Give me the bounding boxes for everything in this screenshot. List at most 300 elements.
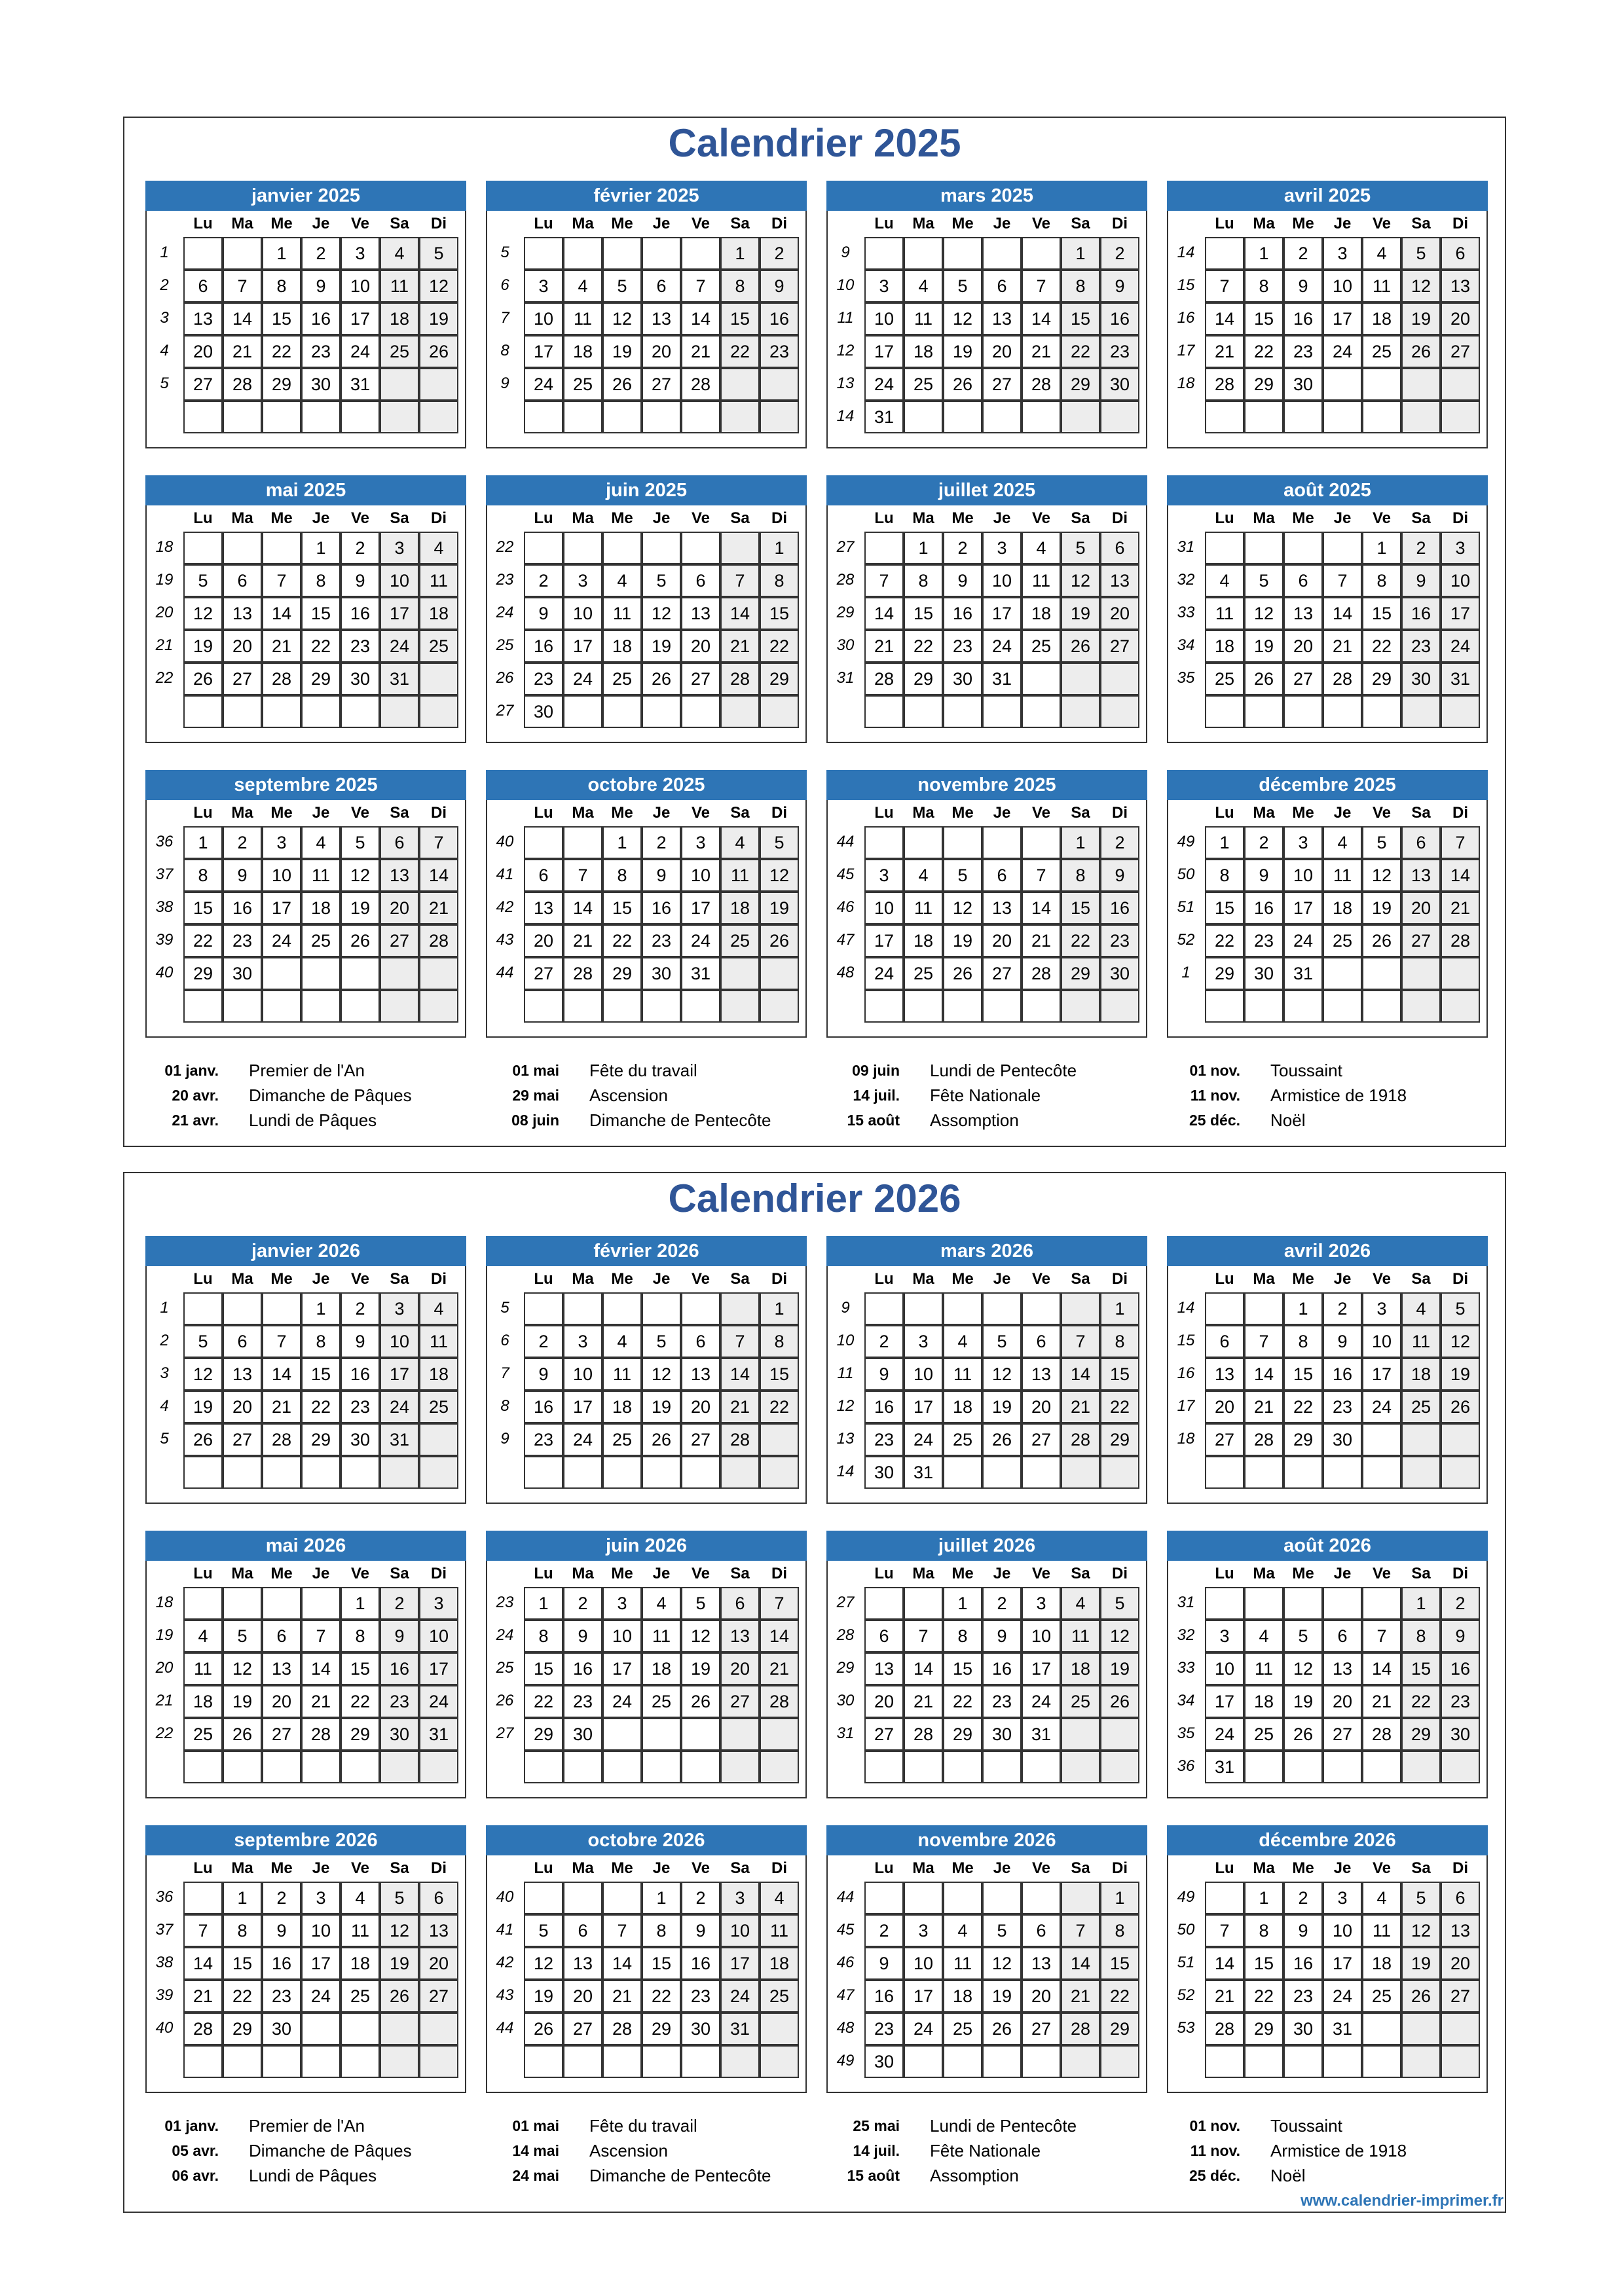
day-cell[interactable]: 20 [1323, 1685, 1362, 1718]
day-cell[interactable]: 31 [1441, 663, 1480, 695]
day-cell[interactable] [341, 695, 380, 728]
day-cell[interactable]: 13 [223, 1358, 262, 1391]
day-cell[interactable]: 11 [904, 892, 943, 924]
day-cell[interactable]: 8 [1244, 270, 1283, 302]
day-cell[interactable]: 2 [341, 532, 380, 564]
day-cell[interactable]: 15 [760, 597, 799, 630]
day-cell[interactable]: 1 [301, 532, 341, 564]
day-cell[interactable]: 12 [380, 1914, 419, 1947]
day-cell[interactable] [1022, 1882, 1061, 1914]
day-cell[interactable] [904, 1751, 943, 1783]
day-cell[interactable] [1323, 1751, 1362, 1783]
day-cell[interactable] [262, 1456, 301, 1489]
day-cell[interactable]: 24 [1323, 335, 1362, 368]
day-cell[interactable]: 30 [864, 1456, 904, 1489]
day-cell[interactable]: 12 [1061, 564, 1100, 597]
day-cell[interactable] [1244, 2045, 1283, 2078]
day-cell[interactable]: 18 [419, 1358, 458, 1391]
day-cell[interactable]: 8 [1362, 564, 1401, 597]
day-cell[interactable]: 2 [642, 826, 681, 859]
day-cell[interactable]: 28 [1205, 368, 1244, 401]
day-cell[interactable] [602, 2045, 642, 2078]
day-cell[interactable] [524, 990, 563, 1023]
day-cell[interactable] [301, 695, 341, 728]
day-cell[interactable]: 6 [563, 1914, 602, 1947]
day-cell[interactable]: 19 [183, 1391, 223, 1423]
day-cell[interactable]: 29 [760, 663, 799, 695]
day-cell[interactable] [1061, 1882, 1100, 1914]
day-cell[interactable]: 28 [183, 2013, 223, 2045]
day-cell[interactable]: 2 [341, 1292, 380, 1325]
day-cell[interactable]: 13 [262, 1652, 301, 1685]
day-cell[interactable] [341, 990, 380, 1023]
day-cell[interactable]: 30 [982, 1718, 1022, 1751]
day-cell[interactable]: 8 [760, 1325, 799, 1358]
day-cell[interactable]: 24 [864, 368, 904, 401]
day-cell[interactable]: 6 [1022, 1325, 1061, 1358]
day-cell[interactable]: 24 [681, 924, 720, 957]
day-cell[interactable]: 8 [301, 1325, 341, 1358]
day-cell[interactable]: 1 [1205, 826, 1244, 859]
day-cell[interactable] [380, 695, 419, 728]
day-cell[interactable]: 16 [301, 302, 341, 335]
day-cell[interactable]: 21 [602, 1980, 642, 2013]
day-cell[interactable]: 16 [1283, 302, 1323, 335]
day-cell[interactable]: 18 [904, 335, 943, 368]
day-cell[interactable]: 18 [183, 1685, 223, 1718]
day-cell[interactable]: 16 [524, 630, 563, 663]
day-cell[interactable] [419, 695, 458, 728]
day-cell[interactable] [681, 1718, 720, 1751]
day-cell[interactable]: 19 [1441, 1358, 1480, 1391]
day-cell[interactable] [1283, 2045, 1323, 2078]
day-cell[interactable]: 25 [1362, 1980, 1401, 2013]
day-cell[interactable]: 24 [1022, 1685, 1061, 1718]
day-cell[interactable]: 14 [1244, 1358, 1283, 1391]
day-cell[interactable] [223, 990, 262, 1023]
day-cell[interactable]: 13 [524, 892, 563, 924]
day-cell[interactable]: 30 [1401, 663, 1441, 695]
day-cell[interactable]: 11 [1401, 1325, 1441, 1358]
day-cell[interactable]: 1 [223, 1882, 262, 1914]
day-cell[interactable]: 29 [301, 663, 341, 695]
day-cell[interactable]: 10 [1323, 1914, 1362, 1947]
day-cell[interactable] [563, 695, 602, 728]
day-cell[interactable] [262, 695, 301, 728]
day-cell[interactable] [1362, 2045, 1401, 2078]
day-cell[interactable]: 9 [1283, 1914, 1323, 1947]
day-cell[interactable]: 8 [1244, 1914, 1283, 1947]
day-cell[interactable] [720, 1456, 760, 1489]
day-cell[interactable]: 5 [642, 564, 681, 597]
day-cell[interactable]: 16 [681, 1947, 720, 1980]
day-cell[interactable]: 6 [1441, 237, 1480, 270]
day-cell[interactable]: 31 [380, 1423, 419, 1456]
day-cell[interactable]: 9 [1283, 270, 1323, 302]
day-cell[interactable]: 14 [262, 597, 301, 630]
day-cell[interactable] [262, 957, 301, 990]
day-cell[interactable] [1362, 1423, 1401, 1456]
day-cell[interactable]: 20 [982, 924, 1022, 957]
day-cell[interactable]: 27 [982, 957, 1022, 990]
day-cell[interactable] [563, 532, 602, 564]
day-cell[interactable] [1061, 695, 1100, 728]
day-cell[interactable]: 19 [341, 892, 380, 924]
day-cell[interactable]: 19 [1244, 630, 1283, 663]
day-cell[interactable] [262, 1751, 301, 1783]
day-cell[interactable]: 30 [642, 957, 681, 990]
day-cell[interactable] [419, 663, 458, 695]
day-cell[interactable]: 18 [563, 335, 602, 368]
day-cell[interactable] [1283, 990, 1323, 1023]
day-cell[interactable] [1401, 1456, 1441, 1489]
day-cell[interactable] [1100, 401, 1139, 433]
day-cell[interactable] [301, 990, 341, 1023]
day-cell[interactable]: 8 [301, 564, 341, 597]
day-cell[interactable]: 25 [943, 2013, 982, 2045]
day-cell[interactable]: 23 [864, 1423, 904, 1456]
day-cell[interactable]: 1 [262, 237, 301, 270]
day-cell[interactable]: 7 [1205, 270, 1244, 302]
day-cell[interactable]: 3 [864, 859, 904, 892]
day-cell[interactable]: 12 [1362, 859, 1401, 892]
day-cell[interactable] [1323, 1456, 1362, 1489]
day-cell[interactable] [864, 1292, 904, 1325]
day-cell[interactable] [642, 237, 681, 270]
day-cell[interactable]: 5 [341, 826, 380, 859]
day-cell[interactable] [1323, 695, 1362, 728]
day-cell[interactable]: 4 [419, 532, 458, 564]
day-cell[interactable]: 6 [982, 270, 1022, 302]
day-cell[interactable]: 12 [642, 597, 681, 630]
day-cell[interactable]: 18 [602, 1391, 642, 1423]
day-cell[interactable]: 9 [380, 1620, 419, 1652]
day-cell[interactable]: 26 [1401, 1980, 1441, 2013]
day-cell[interactable]: 7 [223, 270, 262, 302]
day-cell[interactable] [419, 2013, 458, 2045]
day-cell[interactable]: 26 [341, 924, 380, 957]
day-cell[interactable]: 4 [943, 1325, 982, 1358]
day-cell[interactable]: 9 [642, 859, 681, 892]
day-cell[interactable]: 1 [1100, 1882, 1139, 1914]
day-cell[interactable]: 24 [1362, 1391, 1401, 1423]
day-cell[interactable]: 30 [1323, 1423, 1362, 1456]
day-cell[interactable]: 22 [524, 1685, 563, 1718]
day-cell[interactable]: 15 [904, 597, 943, 630]
day-cell[interactable]: 4 [183, 1620, 223, 1652]
day-cell[interactable] [982, 401, 1022, 433]
day-cell[interactable]: 21 [904, 1685, 943, 1718]
day-cell[interactable] [301, 1751, 341, 1783]
day-cell[interactable]: 1 [183, 826, 223, 859]
day-cell[interactable] [524, 826, 563, 859]
day-cell[interactable] [183, 532, 223, 564]
day-cell[interactable]: 17 [563, 1391, 602, 1423]
day-cell[interactable]: 11 [563, 302, 602, 335]
day-cell[interactable] [1022, 237, 1061, 270]
day-cell[interactable]: 23 [524, 663, 563, 695]
day-cell[interactable]: 15 [1244, 302, 1283, 335]
day-cell[interactable]: 28 [864, 663, 904, 695]
day-cell[interactable]: 25 [563, 368, 602, 401]
day-cell[interactable] [223, 532, 262, 564]
day-cell[interactable] [1205, 1882, 1244, 1914]
day-cell[interactable]: 13 [1441, 270, 1480, 302]
day-cell[interactable]: 8 [1100, 1914, 1139, 1947]
day-cell[interactable]: 20 [223, 630, 262, 663]
day-cell[interactable]: 27 [1022, 1423, 1061, 1456]
day-cell[interactable] [1401, 2045, 1441, 2078]
day-cell[interactable] [1205, 1292, 1244, 1325]
day-cell[interactable]: 28 [419, 924, 458, 957]
day-cell[interactable]: 22 [183, 924, 223, 957]
day-cell[interactable]: 19 [1362, 892, 1401, 924]
day-cell[interactable]: 25 [1362, 335, 1401, 368]
day-cell[interactable]: 2 [524, 1325, 563, 1358]
day-cell[interactable]: 19 [642, 1391, 681, 1423]
day-cell[interactable] [943, 1751, 982, 1783]
day-cell[interactable]: 15 [1100, 1358, 1139, 1391]
day-cell[interactable] [1061, 1456, 1100, 1489]
day-cell[interactable]: 25 [1323, 924, 1362, 957]
day-cell[interactable]: 15 [943, 1652, 982, 1685]
day-cell[interactable] [1244, 1587, 1283, 1620]
day-cell[interactable]: 18 [1362, 1947, 1401, 1980]
day-cell[interactable] [760, 1456, 799, 1489]
day-cell[interactable]: 1 [1244, 237, 1283, 270]
day-cell[interactable]: 3 [262, 826, 301, 859]
day-cell[interactable]: 3 [904, 1325, 943, 1358]
day-cell[interactable]: 7 [1362, 1620, 1401, 1652]
day-cell[interactable]: 25 [183, 1718, 223, 1751]
day-cell[interactable]: 20 [1401, 892, 1441, 924]
day-cell[interactable]: 26 [380, 1980, 419, 2013]
day-cell[interactable]: 17 [1022, 1652, 1061, 1685]
day-cell[interactable]: 14 [720, 597, 760, 630]
day-cell[interactable]: 19 [943, 335, 982, 368]
day-cell[interactable]: 11 [642, 1620, 681, 1652]
day-cell[interactable] [1323, 401, 1362, 433]
day-cell[interactable]: 24 [380, 1391, 419, 1423]
day-cell[interactable] [864, 826, 904, 859]
day-cell[interactable] [720, 990, 760, 1023]
day-cell[interactable]: 18 [1244, 1685, 1283, 1718]
day-cell[interactable]: 27 [223, 663, 262, 695]
day-cell[interactable]: 17 [301, 1947, 341, 1980]
day-cell[interactable]: 29 [602, 957, 642, 990]
day-cell[interactable]: 7 [1022, 859, 1061, 892]
day-cell[interactable]: 22 [1061, 924, 1100, 957]
day-cell[interactable] [563, 1456, 602, 1489]
day-cell[interactable] [1441, 401, 1480, 433]
day-cell[interactable] [864, 532, 904, 564]
day-cell[interactable]: 29 [1362, 663, 1401, 695]
day-cell[interactable]: 23 [864, 2013, 904, 2045]
day-cell[interactable] [642, 2045, 681, 2078]
day-cell[interactable]: 19 [380, 1947, 419, 1980]
day-cell[interactable]: 27 [563, 2013, 602, 2045]
day-cell[interactable]: 29 [341, 1718, 380, 1751]
day-cell[interactable]: 20 [1205, 1391, 1244, 1423]
day-cell[interactable]: 10 [681, 859, 720, 892]
day-cell[interactable] [563, 237, 602, 270]
day-cell[interactable] [183, 1882, 223, 1914]
day-cell[interactable] [943, 990, 982, 1023]
day-cell[interactable]: 24 [720, 1980, 760, 2013]
day-cell[interactable]: 8 [642, 1914, 681, 1947]
day-cell[interactable]: 9 [524, 597, 563, 630]
day-cell[interactable]: 19 [681, 1652, 720, 1685]
day-cell[interactable] [419, 957, 458, 990]
day-cell[interactable] [524, 1292, 563, 1325]
day-cell[interactable]: 9 [864, 1947, 904, 1980]
day-cell[interactable] [1441, 2045, 1480, 2078]
day-cell[interactable]: 31 [1323, 2013, 1362, 2045]
day-cell[interactable]: 8 [904, 564, 943, 597]
day-cell[interactable] [602, 401, 642, 433]
day-cell[interactable] [419, 1423, 458, 1456]
day-cell[interactable]: 7 [1061, 1325, 1100, 1358]
day-cell[interactable]: 22 [301, 630, 341, 663]
day-cell[interactable]: 24 [301, 1980, 341, 2013]
day-cell[interactable]: 26 [760, 924, 799, 957]
day-cell[interactable]: 15 [301, 597, 341, 630]
day-cell[interactable]: 4 [1061, 1587, 1100, 1620]
day-cell[interactable] [982, 826, 1022, 859]
day-cell[interactable] [1244, 695, 1283, 728]
day-cell[interactable]: 19 [1100, 1652, 1139, 1685]
day-cell[interactable]: 29 [183, 957, 223, 990]
day-cell[interactable]: 28 [1441, 924, 1480, 957]
day-cell[interactable]: 25 [1244, 1718, 1283, 1751]
day-cell[interactable]: 2 [1401, 532, 1441, 564]
day-cell[interactable] [1362, 1587, 1401, 1620]
day-cell[interactable]: 20 [563, 1980, 602, 2013]
day-cell[interactable]: 15 [720, 302, 760, 335]
day-cell[interactable]: 16 [1323, 1358, 1362, 1391]
day-cell[interactable]: 10 [1441, 564, 1480, 597]
day-cell[interactable] [1100, 1751, 1139, 1783]
day-cell[interactable]: 1 [1362, 532, 1401, 564]
day-cell[interactable] [1205, 990, 1244, 1023]
day-cell[interactable] [563, 1751, 602, 1783]
day-cell[interactable] [982, 1456, 1022, 1489]
day-cell[interactable] [1022, 1751, 1061, 1783]
day-cell[interactable]: 3 [524, 270, 563, 302]
day-cell[interactable]: 11 [1022, 564, 1061, 597]
day-cell[interactable]: 9 [681, 1914, 720, 1947]
day-cell[interactable]: 26 [1362, 924, 1401, 957]
day-cell[interactable]: 20 [262, 1685, 301, 1718]
day-cell[interactable]: 30 [1100, 957, 1139, 990]
day-cell[interactable]: 16 [943, 597, 982, 630]
day-cell[interactable]: 14 [563, 892, 602, 924]
day-cell[interactable]: 25 [419, 1391, 458, 1423]
day-cell[interactable]: 5 [681, 1587, 720, 1620]
day-cell[interactable]: 27 [1441, 1980, 1480, 2013]
day-cell[interactable] [301, 2013, 341, 2045]
day-cell[interactable]: 5 [1401, 1882, 1441, 1914]
day-cell[interactable]: 14 [602, 1947, 642, 1980]
day-cell[interactable]: 3 [602, 1587, 642, 1620]
website-link[interactable]: www.calendrier-imprimer.fr [1301, 2192, 1504, 2210]
day-cell[interactable] [864, 695, 904, 728]
day-cell[interactable] [720, 1292, 760, 1325]
day-cell[interactable]: 14 [301, 1652, 341, 1685]
day-cell[interactable]: 4 [301, 826, 341, 859]
day-cell[interactable]: 17 [1362, 1358, 1401, 1391]
day-cell[interactable] [982, 2045, 1022, 2078]
day-cell[interactable] [1441, 2013, 1480, 2045]
day-cell[interactable]: 17 [602, 1652, 642, 1685]
day-cell[interactable]: 2 [1441, 1587, 1480, 1620]
day-cell[interactable]: 5 [183, 564, 223, 597]
day-cell[interactable]: 9 [563, 1620, 602, 1652]
day-cell[interactable]: 26 [943, 368, 982, 401]
day-cell[interactable]: 11 [380, 270, 419, 302]
day-cell[interactable]: 13 [642, 302, 681, 335]
day-cell[interactable]: 10 [1362, 1325, 1401, 1358]
day-cell[interactable]: 16 [563, 1652, 602, 1685]
day-cell[interactable]: 28 [904, 1718, 943, 1751]
day-cell[interactable] [602, 1751, 642, 1783]
day-cell[interactable]: 13 [1283, 597, 1323, 630]
day-cell[interactable]: 10 [341, 270, 380, 302]
day-cell[interactable]: 23 [1323, 1391, 1362, 1423]
day-cell[interactable] [223, 1456, 262, 1489]
day-cell[interactable] [904, 2045, 943, 2078]
day-cell[interactable]: 6 [1441, 1882, 1480, 1914]
day-cell[interactable] [760, 2013, 799, 2045]
day-cell[interactable]: 1 [904, 532, 943, 564]
day-cell[interactable]: 4 [1401, 1292, 1441, 1325]
day-cell[interactable] [1100, 663, 1139, 695]
day-cell[interactable] [1323, 532, 1362, 564]
day-cell[interactable] [183, 1292, 223, 1325]
day-cell[interactable]: 14 [720, 1358, 760, 1391]
day-cell[interactable]: 15 [1401, 1652, 1441, 1685]
day-cell[interactable]: 10 [982, 564, 1022, 597]
day-cell[interactable]: 24 [262, 924, 301, 957]
day-cell[interactable]: 11 [602, 597, 642, 630]
day-cell[interactable]: 28 [223, 368, 262, 401]
day-cell[interactable]: 15 [602, 892, 642, 924]
day-cell[interactable]: 10 [864, 302, 904, 335]
day-cell[interactable]: 7 [1022, 270, 1061, 302]
day-cell[interactable] [602, 237, 642, 270]
day-cell[interactable] [380, 1751, 419, 1783]
day-cell[interactable]: 28 [262, 663, 301, 695]
day-cell[interactable]: 27 [1205, 1423, 1244, 1456]
day-cell[interactable] [864, 237, 904, 270]
day-cell[interactable]: 25 [904, 957, 943, 990]
day-cell[interactable]: 24 [1441, 630, 1480, 663]
day-cell[interactable]: 10 [380, 564, 419, 597]
day-cell[interactable]: 20 [1100, 597, 1139, 630]
day-cell[interactable]: 26 [1401, 335, 1441, 368]
day-cell[interactable] [720, 695, 760, 728]
day-cell[interactable] [760, 1423, 799, 1456]
day-cell[interactable]: 13 [1022, 1947, 1061, 1980]
day-cell[interactable] [1022, 663, 1061, 695]
day-cell[interactable]: 6 [223, 1325, 262, 1358]
day-cell[interactable]: 13 [1441, 1914, 1480, 1947]
day-cell[interactable]: 7 [183, 1914, 223, 1947]
day-cell[interactable] [380, 2045, 419, 2078]
day-cell[interactable] [563, 1292, 602, 1325]
day-cell[interactable]: 3 [864, 270, 904, 302]
day-cell[interactable]: 11 [301, 859, 341, 892]
